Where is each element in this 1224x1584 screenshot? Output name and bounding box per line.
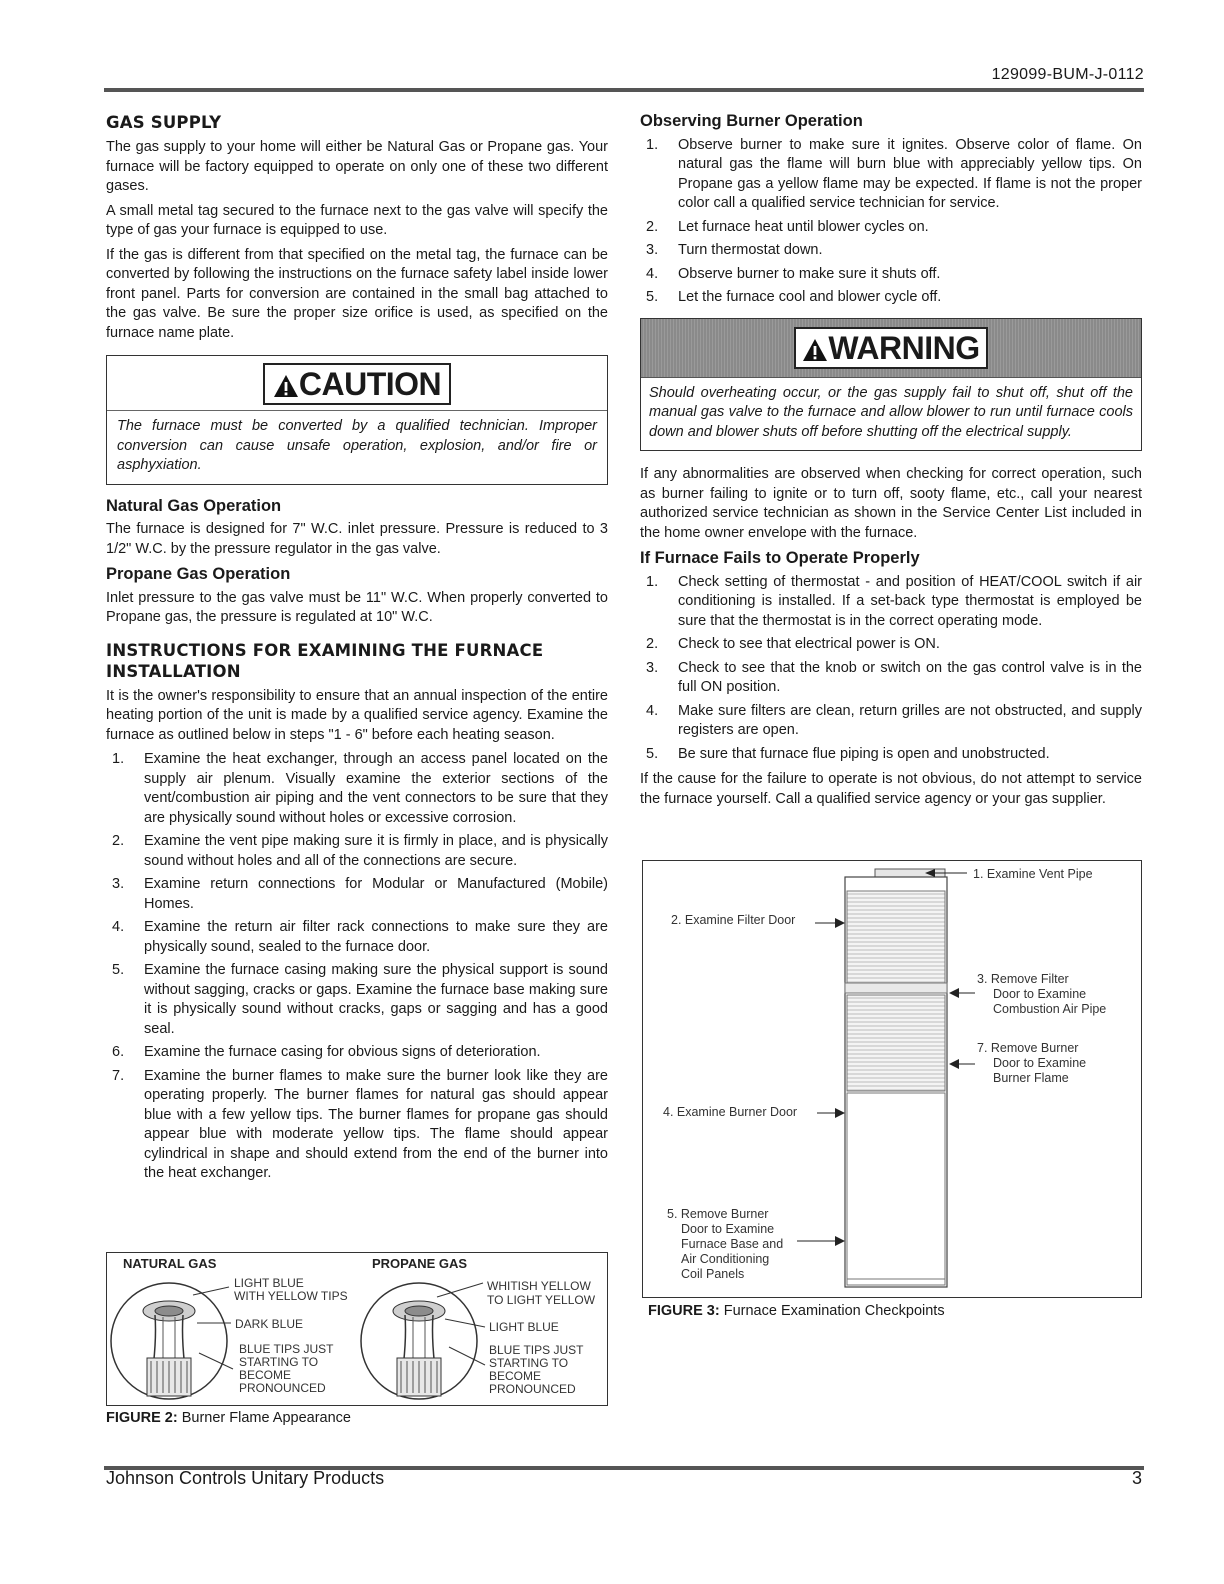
propane-light-yellow-label: TO LIGHT YELLOW bbox=[487, 1293, 596, 1307]
footer-company: Johnson Controls Unitary Products bbox=[106, 1468, 385, 1488]
fails-heading: If Furnace Fails to Operate Properly bbox=[640, 549, 920, 567]
warning-title bbox=[794, 327, 987, 369]
list-item: 7. Examine the burner flames to make sure the burner look like they are operating properly. The burner flames for natural gas should appear blue with a few yellow tips. The burner flames for propane gas should appear blue with moderate yellow tips. The flame should appear cylindrical in shape and should extend from the end of the burner into the heat exchanger. bbox=[112, 1067, 608, 1181]
natural-gas-label: NATURAL GAS bbox=[123, 1256, 217, 1271]
label-base-2: Door to Examine bbox=[681, 1222, 775, 1236]
caution-box bbox=[106, 355, 608, 485]
propane-tips-line-4: PRONOUNCED bbox=[489, 1382, 576, 1396]
natural-yellow-tips-label: WITH YELLOW TIPS bbox=[234, 1289, 348, 1303]
list-item: 3. Turn thermostat down. bbox=[646, 242, 823, 258]
label-remove-burner-2: Door to Examine bbox=[993, 1056, 1087, 1070]
observing-heading: Observing Burner Operation bbox=[640, 112, 863, 130]
figure-2-caption: FIGURE 2: Burner Flame Appearance bbox=[106, 1410, 351, 1426]
instructions-heading: INSTRUCTIONS FOR EXAMINING THE FURNACE INSTALLATION bbox=[106, 640, 544, 681]
propane-tips-line-1: BLUE TIPS JUST bbox=[489, 1343, 584, 1357]
fails-closing: If the cause for the failure to operate is not obvious, do not attempt to service the furnace yourself. Call a qualified service agency or your gas supplier. bbox=[640, 771, 1142, 807]
label-remove-burner-3: Burner Flame bbox=[993, 1071, 1069, 1085]
gas-supply-heading: GAS SUPPLY bbox=[106, 113, 222, 132]
document-number: 129099-BUM-J-0112 bbox=[991, 66, 1144, 83]
propane-tips-line-3: BECOME bbox=[489, 1369, 542, 1383]
list-item: 2. Examine the vent pipe making sure it is firmly in place, and is physically sound without holes and all of the connections are secure. bbox=[112, 833, 608, 869]
propane-gas-label: PROPANE GAS bbox=[372, 1256, 468, 1271]
gas-supply-paragraph-3: If the gas is different from that specified on the metal tag, the furnace can be converted by following the instructions on the furnace safety label inside lower front panel. Parts for conversion are contained in the small bag attached to the gas valve. Be sure the proper size orifice is used, as specified on the furnace name plate. bbox=[106, 246, 608, 341]
warning-triangle-icon bbox=[802, 338, 828, 362]
fails-steps bbox=[640, 573, 1142, 765]
gas-supply-paragraph-1: The gas supply to your home will either be Natural Gas or Propane gas. Your furnace will be factory equipped to operate on only one of these two different gases. bbox=[106, 139, 608, 194]
label-examine-filter-door: 2. Examine Filter Door bbox=[671, 913, 796, 927]
label-examine-burner-door: 4. Examine Burner Door bbox=[663, 1105, 798, 1119]
warning-text: Should overheating occur, or the gas supply fail to shut off, shut off the manual gas valve to the furnace and allow blower to run until furnace cools down and blower shuts off before shutting off the electrical supply. bbox=[649, 384, 1133, 440]
caution-text: The furnace must be converted by a qualified technician. Improper conversion can cause unsafe operation, explosion, and/or fire or asphyxiation. bbox=[117, 418, 597, 473]
page-number: 3 bbox=[1131, 1468, 1142, 1488]
list-item: 2. Check to see that electrical power is ON. bbox=[646, 636, 940, 652]
warning-box bbox=[640, 318, 1142, 452]
observing-steps bbox=[640, 136, 1142, 308]
list-item: 5. Be sure that furnace flue piping is open and unobstructed. bbox=[646, 745, 1050, 762]
list-item: 3. Check to see that the knob or switch on the gas control valve is in the full ON position. bbox=[646, 659, 1142, 695]
natural-dark-blue-label: DARK BLUE bbox=[235, 1317, 304, 1331]
natural-gas-text: The furnace is designed for 7" W.C. inlet pressure. Pressure is reduced to 3 1/2" W.C. by the pressure regulator in the gas valve. bbox=[106, 521, 608, 557]
right-column bbox=[640, 112, 1142, 814]
list-item: 3. Examine return connections for Modular or Manufactured (Mobile) Homes. bbox=[112, 876, 608, 912]
label-remove-filter-1: 3. Remove Filter bbox=[977, 972, 1069, 986]
gas-supply-paragraph-2: A small metal tag secured to the furnace next to the gas valve will specify the type of gas your furnace is equipped to use. bbox=[106, 202, 608, 238]
propane-tips-line-2: STARTING TO bbox=[489, 1356, 569, 1370]
label-examine-vent-pipe: 1. Examine Vent Pipe bbox=[973, 867, 1093, 881]
label-remove-burner-1: 7. Remove Burner bbox=[977, 1041, 1079, 1055]
propane-light-blue-label: LIGHT BLUE bbox=[489, 1320, 559, 1334]
list-item: 1. Check setting of thermostat - and position of HEAT/COOL switch if air conditioning is installed. If a set-back type thermostat is employed be sure that the thermostat is in the correct operating mode. bbox=[646, 573, 1142, 629]
label-base-5: Coil Panels bbox=[681, 1267, 745, 1281]
figure-3-furnace bbox=[642, 860, 1142, 1298]
caution-header bbox=[107, 356, 607, 411]
propane-gas-heading: Propane Gas Operation bbox=[106, 565, 291, 583]
figure-2-burner-flames bbox=[106, 1252, 608, 1406]
instructions-steps bbox=[106, 750, 608, 1184]
natural-tips-line-1: BLUE TIPS JUST bbox=[239, 1342, 334, 1356]
label-remove-filter-3: Combustion Air Pipe bbox=[993, 1002, 1107, 1016]
list-item: 4. Observe burner to make sure it shuts off. bbox=[646, 265, 941, 282]
caution-title bbox=[263, 363, 451, 405]
natural-light-blue-label: LIGHT BLUE bbox=[234, 1276, 304, 1290]
natural-tips-line-4: PRONOUNCED bbox=[239, 1381, 326, 1395]
warning-header bbox=[641, 319, 1141, 378]
list-item: 2. Let furnace heat until blower cycles on. bbox=[646, 218, 929, 235]
natural-tips-line-3: BECOME bbox=[239, 1368, 292, 1382]
abnormalities-paragraph: If any abnormalities are observed when checking for correct operation, such as burner failing to ignite or to turn off, sooty flame, etc., call your nearest authorized service technician as shown in the Service Center List included in the home owner envelope with the furnace. bbox=[640, 466, 1142, 541]
propane-whitish-label: WHITISH YELLOW bbox=[487, 1279, 591, 1293]
label-base-1: 5. Remove Burner bbox=[667, 1207, 769, 1221]
list-item: 6. Examine the furnace casing for obvious signs of deterioration. bbox=[112, 1044, 541, 1060]
label-remove-filter-2: Door to Examine bbox=[993, 987, 1087, 1001]
natural-tips-line-2: STARTING TO bbox=[239, 1355, 319, 1369]
list-item: 4. Make sure filters are clean, return grilles are not obstructed, and supply registers are open. bbox=[646, 702, 1142, 738]
label-base-3: Furnace Base and bbox=[681, 1237, 784, 1251]
header-rule bbox=[104, 88, 1144, 92]
natural-gas-heading: Natural Gas Operation bbox=[106, 496, 282, 515]
warning-triangle-icon bbox=[273, 374, 299, 398]
propane-gas-text: Inlet pressure to the gas valve must be 11" W.C. When properly converted to Propane gas, the pressure is regulated at 10" W.C. bbox=[106, 589, 608, 625]
list-item: 1. Examine the heat exchanger, through an access panel located on the supply air plenum. Visually examine the exterior sections of the vent/combustion air piping and the vent connectors to be sure that they are physically sound without holes or excessive corrosion. bbox=[112, 751, 608, 826]
warning-word: WARNING bbox=[828, 329, 980, 366]
figure-3-caption: FIGURE 3: Furnace Examination Checkpoints bbox=[648, 1303, 945, 1319]
list-item: 5. Let the furnace cool and blower cycle off. bbox=[646, 289, 942, 305]
caution-word: CAUTION bbox=[298, 366, 442, 402]
label-base-4: Air Conditioning bbox=[681, 1252, 770, 1266]
left-column bbox=[106, 112, 608, 1190]
list-item: 4. Examine the return air filter rack connections to make sure they are physically sound, sealed to the furnace door. bbox=[112, 919, 608, 955]
list-item: 1. Observe burner to make sure it ignites. Observe color of flame. On natural gas the flame will burn blue with appreciably yellow tips. On Propane gas a yellow flame may be expected. If flame is not the proper color call a qualified service technician for service. bbox=[646, 136, 1142, 211]
list-item: 5. Examine the furnace casing making sure the physical support is sound without sagging, cracks or gaps. Examine the furnace base making sure it is physically sound without cracks, gaps or sagging and has a good seal. bbox=[112, 962, 608, 1037]
instructions-intro: It is the owner's responsibility to ensure that an annual inspection of the entire heating portion of the unit is made by a qualified service agency. Examine the furnace as outlined below in steps "1 - 6" before each heating season. bbox=[106, 687, 608, 743]
